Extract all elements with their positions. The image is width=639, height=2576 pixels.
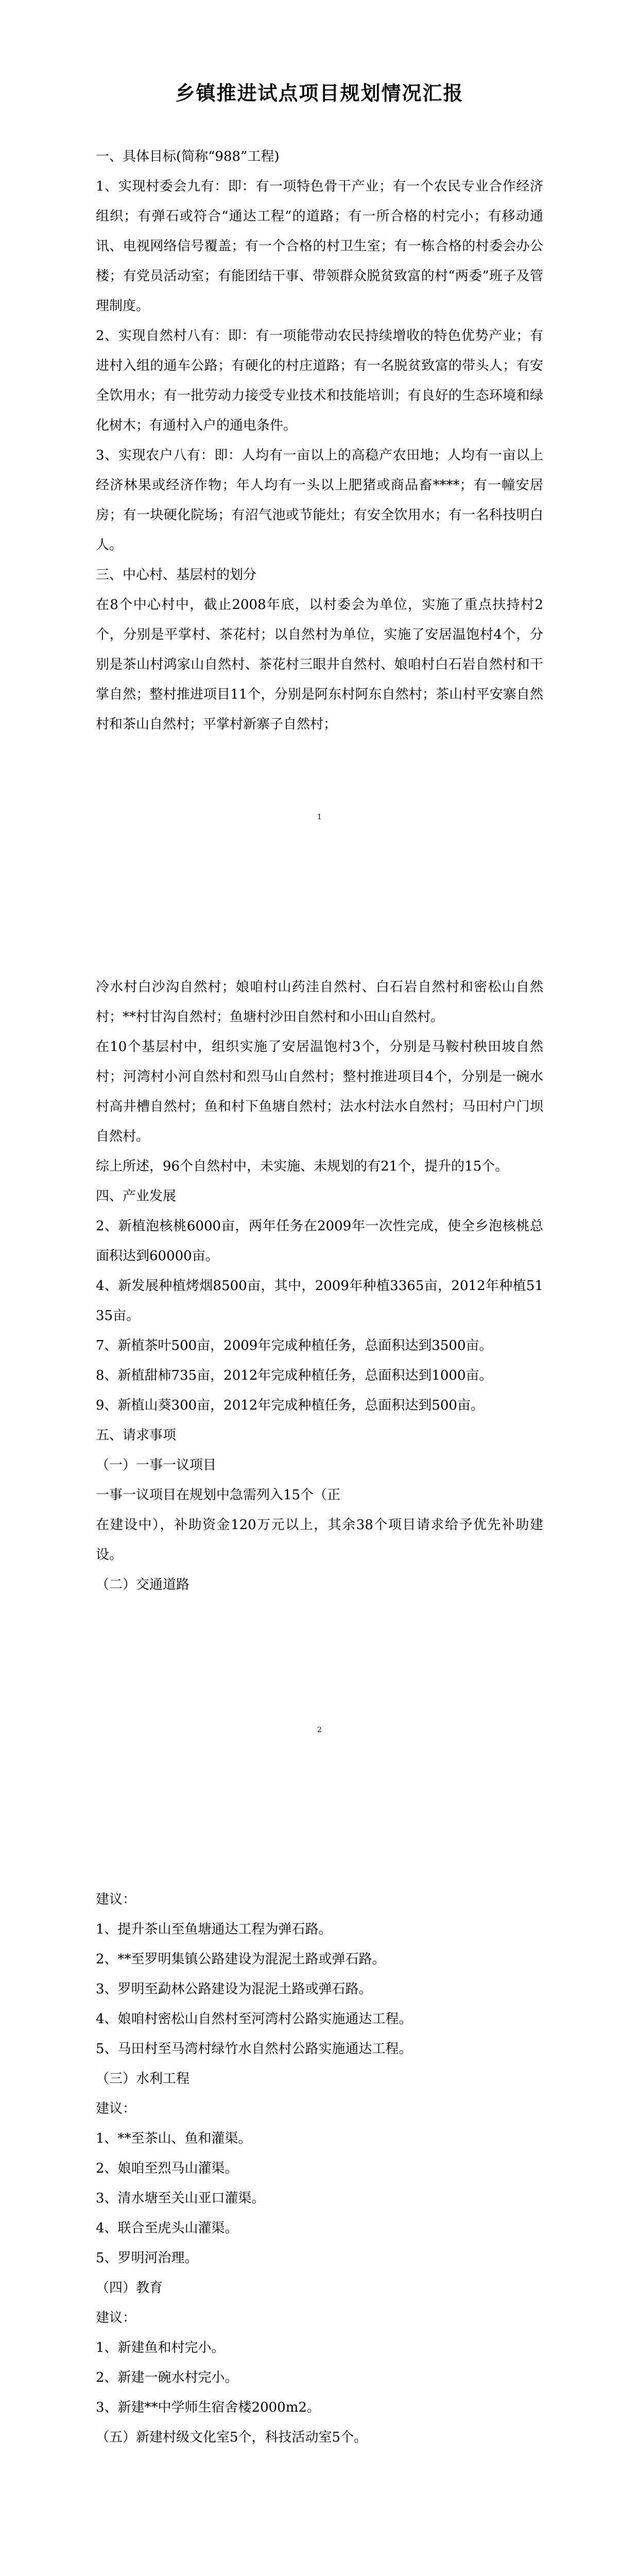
list-item-canal-4: 4、联合至虎头山灌渠。 xyxy=(96,2221,238,2236)
paragraph-basic-villages: 在10个基层村中，组织实施了安居温饱村3个，分别是马鞍村秧田坡自然村；河湾村小河自然村和烈马山自然村；整村推进项目4个，分别是一碗水村高井槽自然村；鱼和村下鱼塘自然村；法水村法水自然村；马田村户门坝自然村。 xyxy=(96,1039,543,1144)
heading-one-matter-one-discussion: （一）一事一议项目 xyxy=(96,1458,217,1473)
heading-requests: 五、请求事项 xyxy=(96,1428,177,1443)
page-3 xyxy=(0,1807,639,2576)
list-item-school-1: 1、新建鱼和村完小。 xyxy=(96,2340,225,2355)
heading-industry-development: 四、产业发展 xyxy=(96,1189,177,1204)
paragraph-persimmon: 8、新植甜柿735亩，2012年完成种植任务，总面积达到1000亩。 xyxy=(96,1368,493,1383)
paragraph-walnut: 2、新植泡核桃6000亩，两年任务在2009年一次性完成，使全乡泡核桃总面积达到60000亩。 xyxy=(96,1218,543,1264)
page-1-content xyxy=(96,142,543,739)
page-number: 1 xyxy=(317,813,322,821)
heading-village-division: 三、中心村、基层村的划分 xyxy=(96,567,257,583)
list-item-river: 5、罗明河治理。 xyxy=(96,2250,198,2266)
heading-transport-roads: （二）交通道路 xyxy=(96,1577,190,1592)
list-item-road-1: 1、提升茶山至鱼塘通达工程为弹石路。 xyxy=(96,1922,332,1937)
list-item-canal-2: 2、娘咱至烈马山灌渠。 xyxy=(96,2161,238,2176)
list-item-canal-1: 1、**至茶山、鱼和灌渠。 xyxy=(96,2131,252,2146)
label-suggestion: 建议： xyxy=(96,2101,136,2116)
paragraph-summary: 综上所述，96个自然村中，未实施、未规划的有21个，提升的15个。 xyxy=(96,1159,509,1174)
label-suggestion: 建议： xyxy=(96,2310,136,2326)
heading-specific-goals: 一、具体目标(简称“988”工程) xyxy=(96,149,280,164)
list-item-road-2: 2、**至罗明集镇公路建设为混泥土路或弹石路。 xyxy=(96,1952,386,1967)
page-3-content xyxy=(96,1885,543,2452)
heading-education: （四）教育 xyxy=(96,2280,163,2296)
paragraph-projects-line-2: 在建设中），补助资金120万元以上，其余38个项目请求给予优先补助建设。 xyxy=(96,1517,543,1563)
paragraph-central-villages-continued: 冷水村白沙沟自然村；娘咱村山药洼自然村、白石岩自然村和密松山自然村；**村甘沟自然村；鱼塘村沙田自然村和小田山自然村。 xyxy=(96,979,543,1025)
list-item-road-4: 4、娘咱村密松山自然村至河湾村公路实施通达工程。 xyxy=(96,2011,412,2027)
page-1 xyxy=(0,0,639,904)
list-item-road-5: 5、马田村至马湾村绿竹水自然村公路实施通达工程。 xyxy=(96,2041,412,2057)
list-item-canal-3: 3、清水塘至关山亚口灌渠。 xyxy=(96,2191,265,2206)
list-item-dormitory: 3、新建**中学师生宿舍楼2000m2。 xyxy=(96,2400,320,2415)
list-item-road-3: 3、罗明至勐林公路建设为混泥土路或弹石路。 xyxy=(96,1981,372,1997)
paragraph-tobacco: 4、新发展种植烤烟8500亩，其中，2009年种植3365亩，2012年种植5135亩。 xyxy=(96,1278,543,1324)
paragraph-central-villages: 在8个中心村中，截止2008年底，以村委会为单位，实施了重点扶持村2个，分别是平掌村、茶花村；以自然村为单位，实施了安居温饱村4个，分别是茶山村鸿家山自然村、茶花村三眼井自然村、娘咱村白石岩自然村和干掌自然；整村推进项目11个，分别是阿东村阿东自然村；茶山村平安寨自然村和茶山自然村；平掌村新寨子自然村； xyxy=(96,597,543,732)
paragraph-wasabi: 9、新植山葵300亩，2012年完成种植任务，总面积达到500亩。 xyxy=(96,1398,484,1413)
paragraph-village-committee-nine: 1、实现村委会九有：即：有一项特色骨干产业；有一个农民专业合作经济组织；有弹石或符合“通达工程”的道路；有一所合格的村完小；有移动通讯、电视网络信号覆盖；有一个合格的村卫生室；有一栋合格的村委会办公楼；有党员活动室；有能团结干事、带领群众脱贫致富的村“两委”班子及管理制度。 xyxy=(96,179,543,314)
page-2 xyxy=(0,904,639,1807)
page-number: 2 xyxy=(317,1726,322,1734)
label-suggestion: 建议： xyxy=(96,1892,136,1907)
list-item-school-2: 2、新建一碗水村完小。 xyxy=(96,2370,238,2385)
paragraph-projects-line-1: 一事一议项目在规划中急需列入15个（正 xyxy=(96,1487,341,1503)
paragraph-tea: 7、新植茶叶500亩，2009年完成种植任务，总面积达到3500亩。 xyxy=(96,1338,493,1353)
page-2-content xyxy=(96,972,543,1600)
paragraph-natural-village-eight: 2、实现自然村八有：即：有一项能带动农民持续增收的特色优势产业；有进村入组的通车公路；有硬化的村庄道路；有一名脱贫致富的带头人；有安全饮用水；有一批劳动力接受专业技术和技能培训；有良好的生态环境和绿化树木；有通村入户的通电条件。 xyxy=(96,328,543,433)
heading-cultural-rooms: （五）新建村级文化室5个，科技活动室5个。 xyxy=(96,2430,368,2445)
paragraph-household-eight: 3、实现农户八有：即：人均有一亩以上的高稳产农田地；人均有一亩以上经济林果或经济作物；年人均有一头以上肥猪或商品畜****；有一幢安居房；有一块硬化院场；有沼气池或节能灶；有安全饮用水；有一名科技明白人。 xyxy=(96,448,543,553)
document-title: 乡镇推进试点项目规划情况汇报 xyxy=(175,81,464,105)
heading-water-conservancy: （三）水利工程 xyxy=(96,2071,190,2087)
